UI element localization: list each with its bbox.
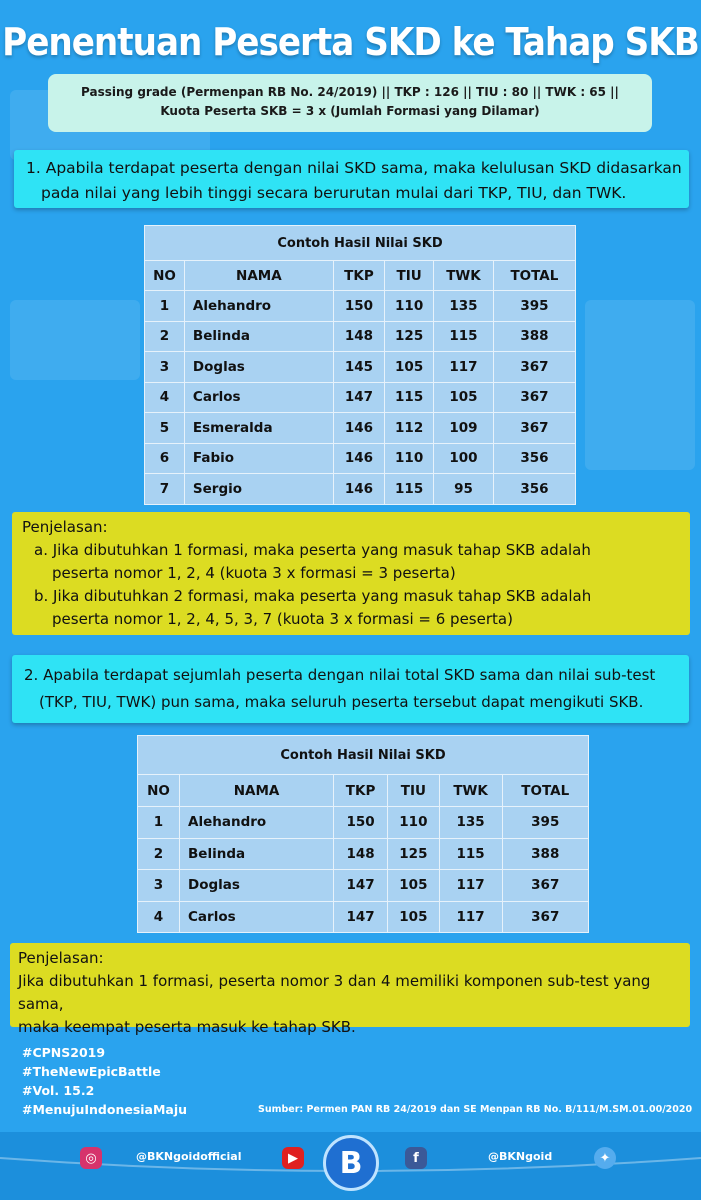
explanation-line: maka keempat peserta masuk ke tahap SKB. bbox=[18, 1018, 356, 1036]
table-cell: 110 bbox=[385, 291, 434, 322]
table-cell: Alehandro bbox=[184, 291, 333, 322]
hashtags bbox=[22, 1043, 187, 1119]
table-cell: 95 bbox=[434, 474, 494, 505]
table-cell: 117 bbox=[439, 901, 502, 933]
facebook-icon[interactable]: f bbox=[405, 1147, 427, 1169]
table-row bbox=[145, 443, 576, 474]
table-cell: 395 bbox=[502, 807, 588, 839]
twitter-handle[interactable]: @BKNgoid bbox=[488, 1150, 553, 1163]
table-row bbox=[138, 901, 589, 933]
table-cell: 115 bbox=[385, 382, 434, 413]
column-header: NAMA bbox=[184, 261, 333, 291]
point-2-box bbox=[12, 655, 689, 723]
table-cell: Belinda bbox=[184, 321, 333, 352]
explanation-line: peserta nomor 1, 2, 4, 5, 3, 7 (kuota 3 x formasi = 6 peserta) bbox=[52, 610, 513, 628]
point-2-line: (TKP, TIU, TWK) pun sama, maka seluruh peserta tersebut dapat mengikuti SKB. bbox=[39, 693, 644, 711]
column-header: TWK bbox=[439, 775, 502, 807]
point-1-box bbox=[14, 150, 689, 208]
passing-grade-text: Passing grade (Permenpan RB No. 24/2019) || TKP : 126 || TIU : 80 || TWK : 65 || bbox=[81, 85, 619, 99]
column-header: TOTAL bbox=[493, 261, 575, 291]
table-cell: 1 bbox=[145, 291, 185, 322]
table-cell: 367 bbox=[502, 870, 588, 902]
page-title: Penentuan Peserta SKD ke Tahap SKB bbox=[2, 20, 699, 64]
instagram-handle[interactable]: @BKNgoidofficial bbox=[136, 1150, 242, 1163]
instagram-icon[interactable]: ◎ bbox=[80, 1147, 102, 1169]
table-cell: 2 bbox=[138, 838, 180, 870]
youtube-icon[interactable]: ▶ bbox=[282, 1147, 304, 1169]
explanation-line: a. Jika dibutuhkan 1 formasi, maka peserta yang masuk tahap SKB adalah bbox=[34, 541, 591, 559]
table-cell: 109 bbox=[434, 413, 494, 444]
table-cell: 2 bbox=[145, 321, 185, 352]
table-cell: Carlos bbox=[184, 382, 333, 413]
table-cell: 110 bbox=[388, 807, 440, 839]
table-cell: 145 bbox=[333, 352, 384, 383]
table-cell: Fabio bbox=[184, 443, 333, 474]
table-cell: 388 bbox=[502, 838, 588, 870]
explanation-line: Jika dibutuhkan 1 formasi, peserta nomor 3 dan 4 memiliki komponen sub-test yang sama, bbox=[18, 972, 651, 1013]
explanation-line: peserta nomor 1, 2, 4 (kuota 3 x formasi = 3 peserta) bbox=[52, 564, 456, 582]
column-header: TIU bbox=[385, 261, 434, 291]
table-cell: 105 bbox=[388, 901, 440, 933]
table-row bbox=[145, 291, 576, 322]
explanation-heading: Penjelasan: bbox=[22, 518, 108, 536]
column-header: TWK bbox=[434, 261, 494, 291]
table-cell: Carlos bbox=[180, 901, 334, 933]
column-header: TKP bbox=[334, 775, 388, 807]
table-cell: 146 bbox=[333, 443, 384, 474]
explanation-line: b. Jika dibutuhkan 2 formasi, maka peserta yang masuk tahap SKB adalah bbox=[34, 587, 592, 605]
table-cell: Sergio bbox=[184, 474, 333, 505]
table-cell: 100 bbox=[434, 443, 494, 474]
table-cell: 367 bbox=[493, 352, 575, 383]
table-row bbox=[138, 838, 589, 870]
table-row bbox=[145, 413, 576, 444]
table-cell: 115 bbox=[439, 838, 502, 870]
table-cell: 105 bbox=[388, 870, 440, 902]
table-cell: 115 bbox=[434, 321, 494, 352]
background-decoration bbox=[10, 300, 140, 380]
table-cell: Esmeralda bbox=[184, 413, 333, 444]
table-cell: 7 bbox=[145, 474, 185, 505]
table-row bbox=[138, 870, 589, 902]
explanation-2-box bbox=[10, 943, 690, 1036]
table-cell: 135 bbox=[434, 291, 494, 322]
table-cell: 5 bbox=[145, 413, 185, 444]
table-row bbox=[145, 352, 576, 383]
table-cell: 3 bbox=[145, 352, 185, 383]
table-cell: Belinda bbox=[180, 838, 334, 870]
table-cell: 356 bbox=[493, 443, 575, 474]
table-cell: 150 bbox=[333, 291, 384, 322]
column-header: TKP bbox=[333, 261, 384, 291]
table-cell: Alehandro bbox=[180, 807, 334, 839]
table-cell: 112 bbox=[385, 413, 434, 444]
table-cell: 147 bbox=[334, 870, 388, 902]
table-row bbox=[145, 382, 576, 413]
table-cell: 105 bbox=[434, 382, 494, 413]
source-note: Sumber: Permen PAN RB 24/2019 dan SE Menpan RB No. B/111/M.SM.01.00/2020 bbox=[258, 1104, 693, 1115]
table-cell: 367 bbox=[502, 901, 588, 933]
table-cell: 367 bbox=[493, 382, 575, 413]
table-cell: 356 bbox=[493, 474, 575, 505]
table-cell: 115 bbox=[385, 474, 434, 505]
table-cell: 4 bbox=[145, 382, 185, 413]
column-header: TIU bbox=[388, 775, 440, 807]
explanation-heading: Penjelasan: bbox=[18, 949, 104, 967]
hashtag: #TheNewEpicBattle bbox=[22, 1064, 161, 1079]
table-cell: 125 bbox=[385, 321, 434, 352]
table-cell: 125 bbox=[388, 838, 440, 870]
table-cell: 110 bbox=[385, 443, 434, 474]
column-header: NAMA bbox=[180, 775, 334, 807]
table-cell: 146 bbox=[333, 474, 384, 505]
table-cell: 147 bbox=[334, 901, 388, 933]
bkn-logo: B bbox=[323, 1135, 379, 1191]
point-1-line: 1. Apabila terdapat peserta dengan nilai SKD sama, maka kelulusan SKD didasarkan bbox=[26, 159, 682, 177]
background-decoration bbox=[585, 300, 695, 470]
column-header: NO bbox=[145, 261, 185, 291]
table-cell: 150 bbox=[334, 807, 388, 839]
table-cell: 3 bbox=[138, 870, 180, 902]
explanation-1-box bbox=[12, 512, 690, 635]
column-header: NO bbox=[138, 775, 180, 807]
table-cell: 148 bbox=[333, 321, 384, 352]
table-cell: 146 bbox=[333, 413, 384, 444]
table-cell: 105 bbox=[385, 352, 434, 383]
table-cell: 395 bbox=[493, 291, 575, 322]
table-cell: 388 bbox=[493, 321, 575, 352]
hashtag: #Vol. 15.2 bbox=[22, 1083, 95, 1098]
table-cell: 147 bbox=[333, 382, 384, 413]
table-cell: 4 bbox=[138, 901, 180, 933]
passing-grade-box bbox=[48, 74, 652, 132]
score-table-1 bbox=[144, 225, 576, 505]
score-table-2 bbox=[137, 735, 589, 933]
hashtag: #MenujuIndonesiaMaju bbox=[22, 1102, 188, 1117]
table-row bbox=[145, 474, 576, 505]
table-row bbox=[138, 807, 589, 839]
table-cell: 6 bbox=[145, 443, 185, 474]
table-caption: Contoh Hasil Nilai SKD bbox=[138, 736, 589, 775]
point-2-line: 2. Apabila terdapat sejumlah peserta dengan nilai total SKD sama dan nilai sub-test bbox=[24, 666, 656, 684]
twitter-icon[interactable]: ✦ bbox=[594, 1147, 616, 1169]
table-row bbox=[145, 321, 576, 352]
table-cell: 367 bbox=[493, 413, 575, 444]
table-cell: 117 bbox=[439, 870, 502, 902]
column-header: TOTAL bbox=[502, 775, 588, 807]
table-cell: Doglas bbox=[180, 870, 334, 902]
table-cell: Doglas bbox=[184, 352, 333, 383]
hashtag: #CPNS2019 bbox=[22, 1045, 106, 1060]
table-caption: Contoh Hasil Nilai SKD bbox=[145, 226, 576, 261]
table-cell: 1 bbox=[138, 807, 180, 839]
table-cell: 117 bbox=[434, 352, 494, 383]
point-1-line: pada nilai yang lebih tinggi secara berurutan mulai dari TKP, TIU, dan TWK. bbox=[41, 184, 627, 202]
quota-text: Kuota Peserta SKB = 3 x (Jumlah Formasi yang Dilamar) bbox=[160, 104, 540, 118]
table-cell: 135 bbox=[439, 807, 502, 839]
table-cell: 148 bbox=[334, 838, 388, 870]
